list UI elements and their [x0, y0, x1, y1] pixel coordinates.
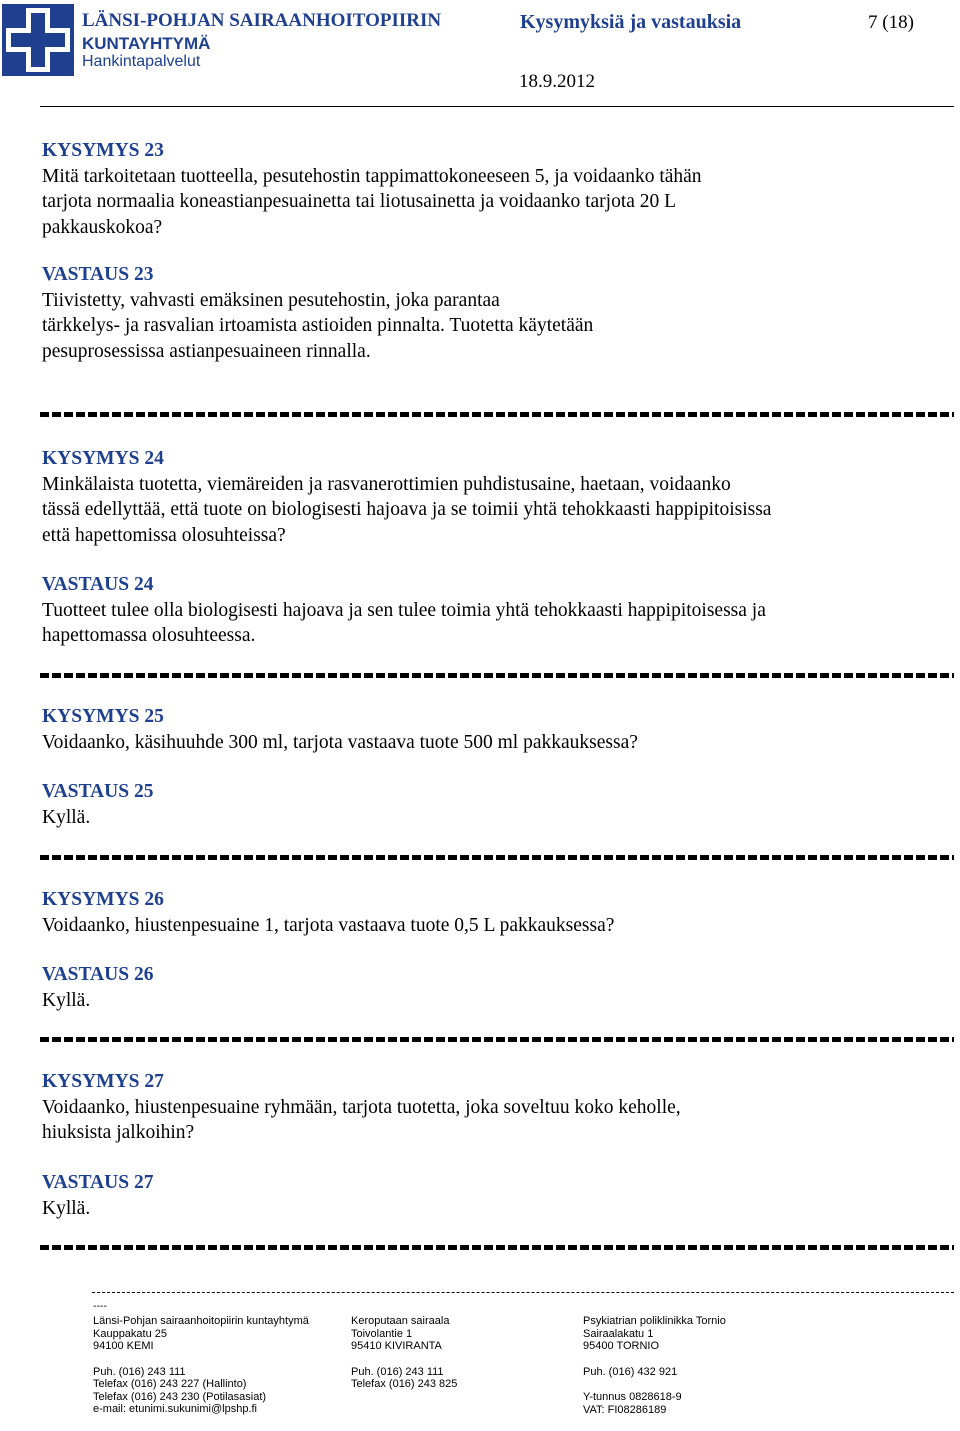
- footer-column-tornio: [583, 1315, 726, 1416]
- footer-line: Kauppakatu 25: [93, 1327, 168, 1340]
- answer-line: Kyllä.: [42, 1197, 91, 1219]
- footer-line: VAT: FI08286189: [583, 1403, 667, 1416]
- answer-24: [42, 572, 766, 649]
- footer-line: Toivolantie 1: [351, 1327, 413, 1340]
- answer-25: [42, 779, 153, 830]
- footer-spacer: [351, 1353, 457, 1366]
- qa-23: [42, 138, 702, 240]
- footer-email: e-mail: etunimi.sukunimi@lpshp.fi: [93, 1403, 258, 1415]
- qa-27: [42, 1069, 681, 1146]
- question-line: tarjota normaalia koneastianpesuainetta tai liotusainetta ja voidaanko tarjota 20 L: [42, 191, 677, 212]
- answer-27: [42, 1170, 153, 1221]
- question-line: että hapettomissa olosuhteissa?: [42, 524, 286, 546]
- qa-25: [42, 704, 638, 755]
- question-line: Minkälaista tuotetta, viemäreiden ja rasvanerottimien puhdistusaine, haetaan, voidaanko: [42, 473, 731, 495]
- footer-dash: ----: [93, 1300, 107, 1312]
- footer-divider: [92, 1292, 954, 1293]
- footer-line: Telefax (016) 243 230 (Potilasasiat): [93, 1390, 267, 1403]
- org-type: KUNTAYHTYMÄ: [82, 34, 211, 53]
- answer-line: Kyllä.: [42, 989, 91, 1011]
- org-name: LÄNSI-POHJAN SAIRAANHOITOPIIRIN: [82, 10, 442, 31]
- question-line: Mitä tarkoitetaan tuotteella, pesutehostin tappimattokoneeseen 5, ja voidaanko tähän: [42, 165, 702, 187]
- answer-line: Tiivistetty, vahvasti emäksinen pesutehostin, joka parantaa: [42, 289, 500, 311]
- footer-line: Puh. (016) 243 111: [351, 1365, 444, 1378]
- question-line: Voidaanko, hiustenpesuaine 1, tarjota vastaava tuote 0,5 L pakkauksessa?: [42, 914, 615, 936]
- section-separator: [40, 412, 954, 417]
- footer-line: Keroputaan sairaala: [351, 1315, 450, 1327]
- logo: [2, 4, 74, 76]
- question-line: tässä edellyttää, että tuote on biologisesti hajoava ja se toimii yhtä tehokkaasti happipitoisissa: [42, 499, 772, 520]
- answer-heading: VASTAUS 24: [42, 574, 154, 595]
- question-heading: KYSYMYS 25: [42, 706, 164, 727]
- footer-line: Psykiatrian poliklinikka Tornio: [583, 1315, 726, 1327]
- page-number: 7 (18): [868, 12, 914, 33]
- question-heading: KYSYMYS 24: [42, 448, 164, 469]
- answer-23: [42, 262, 593, 364]
- answer-line: tärkkelys- ja rasvalian irtoamista astioiden pinnalta. Tuotetta käytetään: [42, 315, 594, 336]
- question-heading: KYSYMYS 26: [42, 889, 164, 910]
- footer-line: Puh. (016) 432 921: [583, 1365, 678, 1378]
- answer-line: Kyllä.: [42, 806, 91, 828]
- footer-line: 94100 KEMI: [93, 1340, 154, 1352]
- section-separator: [40, 1245, 954, 1250]
- question-heading: KYSYMYS 27: [42, 1071, 164, 1092]
- header-divider: [40, 106, 954, 107]
- section-separator: [40, 855, 954, 860]
- section-separator: [40, 673, 954, 678]
- footer-line: Telefax (016) 243 825: [351, 1378, 458, 1390]
- question-heading: KYSYMYS 23: [42, 140, 164, 161]
- document-title: Kysymyksiä ja vastauksia: [520, 11, 742, 33]
- footer-column-keroputaa: [351, 1315, 457, 1391]
- org-unit: Hankintapalvelut: [82, 53, 201, 70]
- answer-heading: VASTAUS 26: [42, 964, 154, 985]
- answer-heading: VASTAUS 27: [42, 1172, 154, 1193]
- answer-26: [42, 962, 153, 1013]
- question-line: Voidaanko, hiustenpesuaine ryhmään, tarjota tuotetta, joka soveltuu koko keholle,: [42, 1096, 681, 1118]
- cross-logo-icon: [2, 4, 74, 76]
- qa-26: [42, 887, 614, 938]
- footer-line: Länsi-Pohjan sairaanhoitopiirin kuntayhtymä: [93, 1315, 309, 1327]
- section-separator: [40, 1037, 954, 1042]
- question-line: pakkauskokoa?: [42, 216, 163, 238]
- footer-line: 95410 KIVIRANTA: [351, 1340, 442, 1352]
- footer-line: Sairaalakatu 1: [583, 1327, 654, 1340]
- footer-line: 95400 TORNIO: [583, 1340, 660, 1352]
- answer-heading: VASTAUS 25: [42, 781, 154, 802]
- footer-spacer: [583, 1353, 726, 1366]
- answer-heading: VASTAUS 23: [42, 264, 154, 285]
- answer-line: hapettomassa olosuhteessa.: [42, 625, 256, 646]
- footer-spacer: [93, 1353, 309, 1366]
- question-line: hiuksista jalkoihin?: [42, 1122, 195, 1143]
- footer-spacer: [583, 1378, 726, 1391]
- question-line: Voidaanko, käsihuuhde 300 ml, tarjota vastaava tuote 500 ml pakkauksessa?: [42, 731, 638, 753]
- footer-line: Puh. (016) 243 111: [93, 1365, 186, 1378]
- footer-line: Telefax (016) 243 227 (Hallinto): [93, 1378, 247, 1390]
- footer-line: Y-tunnus 0828618-9: [583, 1391, 682, 1403]
- footer-column-main: [93, 1315, 309, 1416]
- qa-24: [42, 446, 771, 548]
- document-date: 18.9.2012: [519, 71, 595, 92]
- answer-line: Tuotteet tulee olla biologisesti hajoava ja sen tulee toimia yhtä tehokkaasti happipitoisessa ja: [42, 599, 766, 621]
- answer-line: pesuprosessissa astianpesuaineen rinnalla.: [42, 340, 371, 362]
